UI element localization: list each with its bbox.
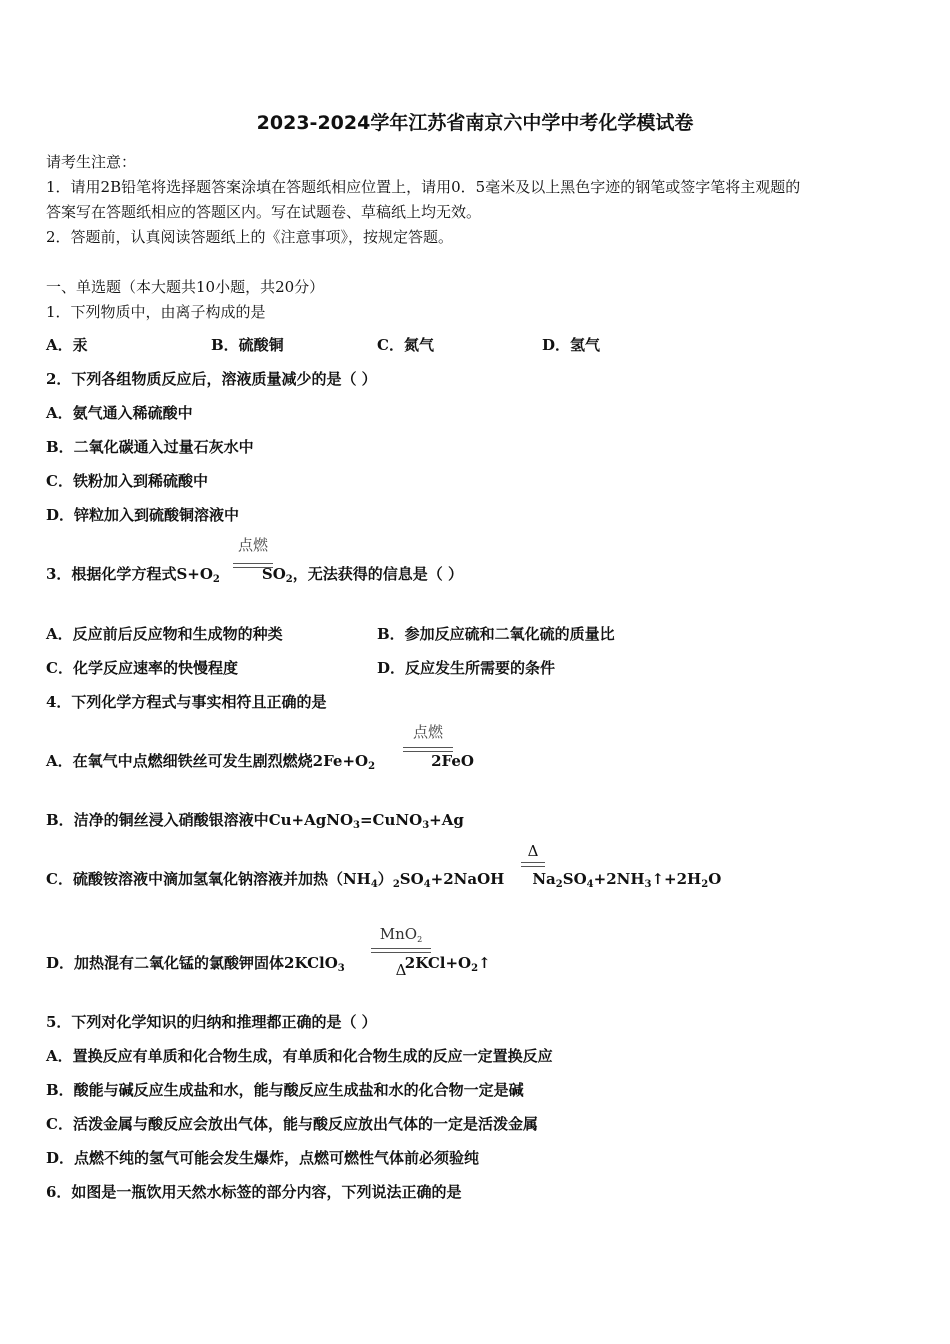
q4-c-p5: O — [708, 870, 722, 888]
q5-option-c: C．活泼金属与酸反应会放出气体，能与酸反应放出气体的一定是活泼金属 — [46, 1115, 538, 1133]
q4-c-condition: Δ — [527, 842, 539, 860]
q1-option-c: C．氮气 — [377, 336, 434, 354]
q5-option-b: B．酸能与碱反应生成盐和水，能与酸反应生成盐和水的化合物一定是碱 — [46, 1081, 524, 1099]
q3-option-d: D．反应发生所需要的条件 — [377, 659, 556, 677]
q4-c-sub1: 4 — [370, 879, 378, 890]
q3-option-a: A．反应前后反应物和生成物的种类 — [46, 625, 283, 643]
q4-c-p2-sub: 4 — [586, 879, 594, 890]
q4-b-eq1-sub: 3 — [353, 820, 360, 831]
q3-reactants-sub: 2 — [212, 574, 220, 585]
q4-a-text: A．在氧气中点燃细铁丝可发生剧烈燃烧 — [46, 752, 313, 770]
q1-option-a: A．汞 — [46, 336, 88, 354]
page-title: 2023-2024学年江苏省南京六中学中考化学模试卷 — [256, 112, 694, 134]
q4-option-a — [46, 752, 474, 770]
q4-b-eq1: Cu+AgNO — [268, 811, 354, 829]
q4-d-text: D．加热混有二氧化锰的氯酸钾固体 — [46, 954, 285, 972]
q4-c-p4: ↑+2H — [651, 870, 702, 888]
q4-stem: 4．下列化学方程式与事实相符且正确的是 — [46, 693, 327, 711]
q2-stem: 2．下列各组物质反应后，溶液质量减少的是（ ） — [46, 370, 377, 388]
q2-option-a: A．氨气通入稀硫酸中 — [46, 404, 193, 422]
q4-a-left-sub: 2 — [368, 761, 376, 772]
notice-line-1: 1．请用2B铅笔将选择题答案涂填在答题纸相应位置上，请用0．5毫米及以上黑色字迹的钢笔或签字笔将主观题的 — [46, 178, 801, 196]
q4-c-text: C．硫酸铵溶液中滴加氢氧化钠溶液并加热（NH — [46, 870, 371, 888]
q4-d-right-sub: 2 — [471, 963, 479, 974]
q3-reactants: S+O — [176, 565, 213, 583]
q4-c-p1-sub: 2 — [555, 879, 563, 890]
q4-d-left: 2KClO — [284, 954, 338, 972]
q4-c-sub2: 2 — [392, 879, 400, 890]
q3-condition: 点燃 — [237, 536, 268, 554]
notice-heading: 请考生注意： — [46, 153, 137, 171]
q4-b-text: B．洁净的铜丝浸入硝酸银溶液中 — [46, 811, 269, 829]
q4-d-cond-top-sub: 2 — [417, 935, 423, 944]
q4-c-p3: +2NH — [593, 870, 645, 888]
q3-option-c: C．化学反应速率的快慢程度 — [46, 659, 238, 677]
q4-c-paren: ） — [377, 870, 393, 888]
q3-product: SO — [261, 565, 286, 583]
q5-stem: 5．下列对化学知识的归纳和推理都正确的是（ ） — [46, 1013, 377, 1031]
q4-d-cond-top-text: MnO — [379, 925, 418, 943]
q1-option-b: B．硫酸铜 — [211, 336, 284, 354]
q4-d-right: 2KCl+O — [404, 954, 472, 972]
section-heading: 一、单选题（本大题共10小题，共20分） — [46, 278, 325, 296]
q4-option-c — [46, 870, 721, 888]
q2-option-d: D．锌粒加入到硫酸铜溶液中 — [46, 506, 240, 524]
q3-option-b: B．参加反应硫和二氧化硫的质量比 — [377, 625, 615, 643]
q4-option-b — [46, 811, 464, 829]
q4-c-so4: SO — [399, 870, 424, 888]
notice-line-2: 2．答题前，认真阅读答题纸上的《注意事项》，按规定答题。 — [46, 228, 454, 246]
q4-c-p4-sub: 2 — [701, 879, 709, 890]
q4-d-left-sub: 3 — [337, 963, 345, 974]
q1-option-d: D．氢气 — [542, 336, 601, 354]
q4-d-right-arrow: ↑ — [478, 954, 491, 972]
q1-stem: 1．下列物质中，由离子构成的是 — [46, 303, 266, 321]
q4-d-condition-bottom: Δ — [395, 961, 407, 979]
notice-line-1b: 答案写在答题纸相应的答题区内。写在试题卷、草稿纸上均无效。 — [46, 203, 482, 221]
q4-d-condition-top — [371, 927, 431, 942]
q5-option-d: D．点燃不纯的氢气可能会发生爆炸，点燃可燃性气体前必须验纯 — [46, 1149, 480, 1167]
q2-option-b: B．二氧化碳通入过量石灰水中 — [46, 438, 254, 456]
q2-option-c: C．铁粉加入到稀硫酸中 — [46, 472, 208, 490]
q4-c-p1: Na — [532, 870, 556, 888]
q4-c-naoh: +2NaOH — [430, 870, 505, 888]
q4-c-p3-sub: 3 — [644, 879, 652, 890]
q3-stem-pre: 3．根据化学方程式 — [46, 565, 177, 583]
q4-a-condition: 点燃 — [412, 723, 443, 741]
q5-option-a: A．置换反应有单质和化合物生成，有单质和化合物生成的反应一定置换反应 — [46, 1047, 553, 1065]
q4-b-eq3: +Ag — [429, 811, 464, 829]
q4-b-eq2-sub: 3 — [422, 820, 430, 831]
q6-stem: 6．如图是一瓶饮用天然水标签的部分内容，下列说法正确的是 — [46, 1183, 462, 1201]
q4-b-eq2: =CuNO — [359, 811, 423, 829]
q3-stem-post: ，无法获得的信息是（ ） — [292, 565, 463, 583]
q3-product-sub: 2 — [285, 574, 293, 585]
q4-c-so4-sub: 4 — [423, 879, 431, 890]
q4-a-right: 2FeO — [431, 752, 474, 770]
q4-a-left: 2Fe+O — [312, 752, 369, 770]
q4-c-p2: SO — [562, 870, 587, 888]
